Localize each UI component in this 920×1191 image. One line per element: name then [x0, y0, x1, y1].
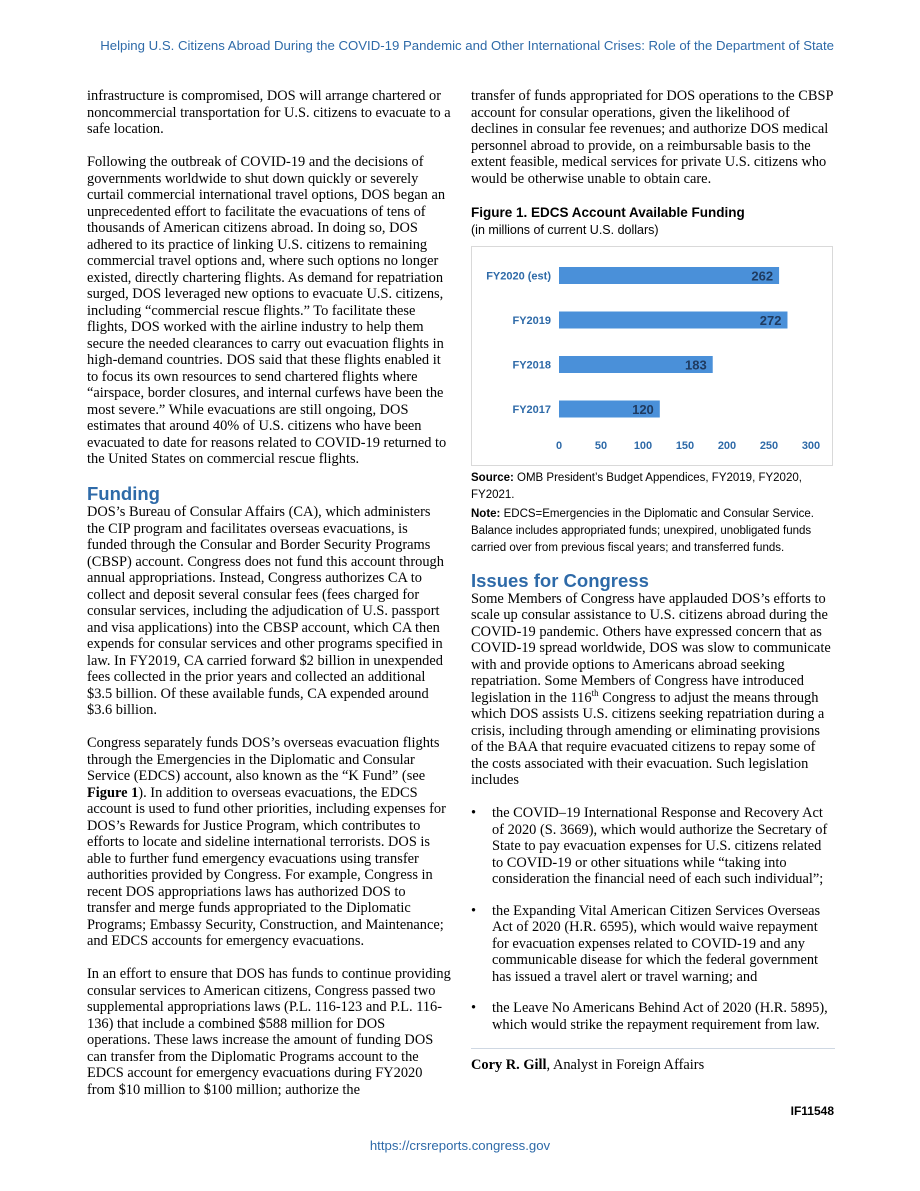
bullet-icon: •: [471, 902, 477, 919]
paragraph-text: Congress to adjust the means through which DOS assists U.S. citizens seeking repatriation during a crisis, including through amending or eliminating provisions of the BAA that require evacuated citizens to repay some of the costs associated with their evacuation. Such legislation includes: [471, 689, 825, 788]
source-text: OMB President’s Budget Appendices, FY2019, FY2020, FY2021.: [471, 471, 802, 501]
list-item-text: the COVID–19 International Response and Recovery Act of 2020 (S. 3669), which would authorize the Secretary of State to pay evacuation expenses for U.S. citizens related to COVID-19 or other situations while “taking into consideration the financial need of each such individual”;: [492, 805, 828, 887]
left-column: [87, 88, 451, 1098]
author-title: , Analyst in Foreign Affairs: [546, 1057, 705, 1073]
paragraph-text: Some Members of Congress have applauded DOS’s efforts to scale up consular assistance to U.S. citizens abroad during the COVID-19 pandemic. Others have expressed concern that as COVID-19 spread worldwide, DOS was slow to communicate with and provide options to Americans abroad seeking repatriation. Some Members of Congress have introduced legislation in the 116: [471, 590, 831, 706]
x-tick-label: 300: [801, 439, 821, 452]
bullet-icon: •: [471, 805, 477, 821]
legislation-list: [471, 805, 835, 1033]
category-label: FY2017: [512, 403, 551, 416]
paragraph: In an effort to ensure that DOS has funds to continue providing consular services to American citizens, Congress passed two supplemental appropriations laws (P.L. 116-123 and P.L. 116-136) that include a combined $588 million for DOS operations. These laws increase the amount of funding DOS can transfer from the Diplomatic Programs account to the EDCS account for emergency evacuations during FY2020 from $10 million to $100 million; authorize the: [87, 966, 451, 1098]
list-item-text: the Leave No Americans Behind Act of 2020 (H.R. 5895), which would strike the repayment requirement from law.: [492, 1000, 828, 1033]
issues-heading: Issues for Congress: [471, 569, 649, 591]
running-header: Helping U.S. Citizens Abroad During the COVID-19 Pandemic and Other International Crises: Role of the Department of State: [100, 38, 834, 53]
document-id: IF11548: [790, 1104, 834, 1118]
author-byline: [471, 1048, 835, 1074]
paragraph: infrastructure is compromised, DOS will arrange chartered or noncommercial transportation for U.S. citizens to evacuate to a safe location.: [87, 88, 451, 137]
category-label: FY2018: [512, 359, 551, 371]
paragraph: DOS’s Bureau of Consular Affairs (CA), which administers the CIP program and facilitates overseas evacuations, is funded through the Consular and Border Security Programs (CBSP) account. Congress does not fund this account through annual appropriations. Instead, Congress authorizes CA to collect and deposit several consular fees (fees charged for consular services, including the adjudication of U.S. passport and visa applications) into the CBSP account, which CA then expends for consular services and other programs specified in law. In FY2019, CA carried forward $2 billion in unexpended fees collected in the prior years and collected an additional $3.5 billion. Of these available funds, CA expended around $3.6 billion.: [87, 504, 444, 718]
note-text: EDCS=Emergencies in the Diplomatic and Consular Service. Balance includes appropriated funds; unexpired, unobligated funds carried over from previous fiscal years; and transferred funds.: [471, 507, 814, 554]
list-item: [471, 805, 835, 888]
right-column: [471, 88, 835, 1074]
x-tick-label: 200: [717, 439, 737, 452]
bullet-icon: •: [471, 1000, 477, 1016]
paragraph: [87, 735, 451, 950]
superscript: th: [591, 687, 599, 698]
bar: [559, 311, 787, 328]
category-label: FY2020 (est): [486, 270, 551, 282]
list-item-text: the Expanding Vital American Citizen Services Overseas Act of 2020 (H.R. 6595), which would waive repayment for evacuation expenses related to COVID-19 and any communicable disease for which the federal government has issued a travel alert or travel warning; and: [492, 902, 821, 985]
data-label: 272: [759, 312, 782, 328]
x-tick-label: 100: [633, 439, 653, 452]
category-label: FY2019: [512, 314, 551, 327]
paragraph-text: Congress separately funds DOS’s overseas evacuation flights through the Emergencies in the Diplomatic and Consular Service (EDCS) account, also known as the “K Fund” (see: [87, 735, 440, 784]
x-tick-label: 250: [759, 439, 779, 452]
author-name: Cory R. Gill: [471, 1057, 547, 1073]
x-tick-label: 150: [675, 439, 695, 452]
bar: [559, 267, 779, 284]
paragraph: Following the outbreak of COVID-19 and the decisions of governments worldwide to shut down quickly or severely curtail commercial international travel options, DOS began an unprecedented effort to facilitate the evacuations of tens of thousands of American citizens abroad. In doing so, DOS adhered to its practice of linking U.S. citizens to remaining commercial travel options and, where such options no longer existed, directly chartering flights. As demand for repatriation surged, DOS leveraged new options to evacuate U.S. citizens, including “commercial rescue flights.” To facilitate these flights, DOS worked with the airline industry to help them secure the needed clearances to carry out evacuation flights in high-demand countries. DOS said that these flights enabled it to focus its own resources to send chartered flights where “airspace, border closures, and internal curfews have been the most severe.” While evacuations are still ongoing, DOS estimates that around 40% of U.S. citizens who have been evacuated to date for reasons related to COVID-19 returned to the United States on commercial rescue flights.: [87, 154, 447, 467]
source-label: Source:: [471, 471, 514, 484]
list-item: [471, 1000, 835, 1033]
note-label: Note:: [471, 507, 501, 520]
figure-note: [471, 506, 835, 557]
list-item: [471, 903, 835, 986]
bar-chart: [472, 247, 832, 465]
paragraph-text: ). In addition to overseas evacuations, the EDCS account is used to fund other priorities, including expenses for DOS’s Rewards for Justice Program, which contributes to efforts to locate and sideline international terrorists. DOS is able to further fund emergency evacuations using transfer authorities provided by Congress. For example, Congress in recent DOS appropriations laws has authorized DOS to transfer and merge funds appropriated to the Diplomatic Programs; Embassy Security, Construction, and Maintenance; and EDCS accounts for emergency evacuations.: [87, 784, 446, 949]
x-tick-label: 50: [594, 439, 608, 452]
x-tick-label: 0: [555, 439, 563, 452]
data-label: 183: [685, 357, 707, 372]
paragraph: transfer of funds appropriated for DOS operations to the CBSP account for consular operations, given the likelihood of declines in consular fee revenues; and authorize DOS medical personnel abroad to provide, on a reimbursable basis to the extent feasible, medical services for private U.S. citizens who would be otherwise unable to obtain care.: [471, 88, 833, 187]
figure-source: [471, 470, 835, 504]
figure-reference: Figure 1: [87, 784, 139, 801]
paragraph: [471, 591, 835, 789]
chart-frame: [471, 246, 833, 466]
figure-title: Figure 1. EDCS Account Available Funding: [471, 204, 745, 220]
data-label: 262: [751, 268, 774, 283]
figure-subtitle: (in millions of current U.S. dollars): [471, 222, 659, 237]
funding-heading: Funding: [87, 483, 160, 504]
data-label: 120: [632, 401, 654, 417]
footer-link[interactable]: https://crsreports.congress.gov: [369, 1138, 551, 1153]
